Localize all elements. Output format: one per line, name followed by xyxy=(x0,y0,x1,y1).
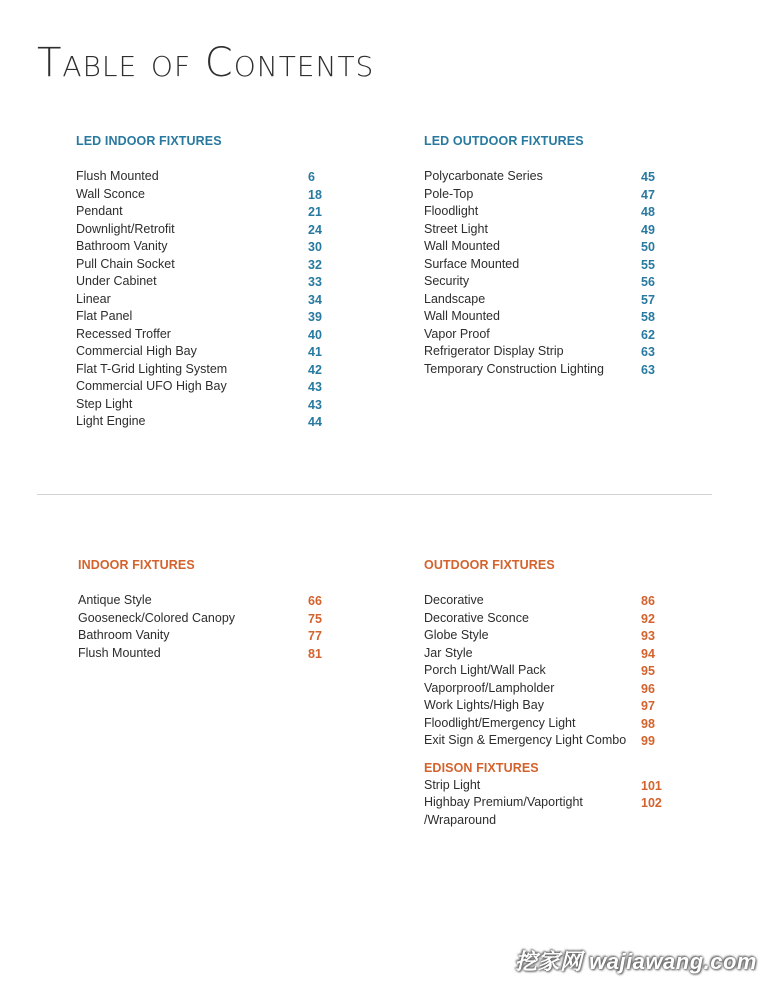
toc-entry xyxy=(76,203,336,221)
toc-entry-label: Commercial High Bay xyxy=(76,344,197,358)
toc-entry xyxy=(424,812,684,830)
toc-entry xyxy=(424,627,684,645)
toc-entry xyxy=(424,610,684,628)
toc-entry-page-number: 92 xyxy=(641,611,655,626)
toc-entry-page-number: 55 xyxy=(641,257,655,272)
toc-entry-label: Light Engine xyxy=(76,414,146,428)
toc-entry-page-number: 40 xyxy=(308,327,322,342)
toc-entry xyxy=(76,273,336,291)
edison-heading: EDISON FIXTURES xyxy=(424,760,539,775)
toc-entry xyxy=(76,238,336,256)
toc-entry-page-number: 102 xyxy=(641,796,662,810)
section-divider xyxy=(37,494,712,495)
toc-entry xyxy=(424,221,684,239)
toc-entry xyxy=(424,343,684,361)
toc-entry-label: Work Lights/High Bay xyxy=(424,698,544,712)
toc-entry xyxy=(76,396,336,414)
toc-entry-page-number: 101 xyxy=(641,778,662,793)
toc-entry-label: Temporary Construction Lighting xyxy=(424,361,604,376)
toc-entry-page-number: 43 xyxy=(308,380,322,394)
outdoor-list xyxy=(424,592,684,750)
toc-entry-page-number: 30 xyxy=(308,240,322,254)
toc-entry xyxy=(78,645,338,663)
toc-entry-label: Commercial UFO High Bay xyxy=(76,379,227,393)
toc-entry xyxy=(76,326,336,344)
toc-entry-page-number: 21 xyxy=(308,205,322,219)
toc-entry-label: Globe Style xyxy=(424,628,489,642)
toc-entry xyxy=(424,361,684,379)
toc-entry-page-number: 96 xyxy=(641,681,655,696)
toc-entry-label: Highbay Premium/Vaportight xyxy=(424,795,583,809)
toc-entry xyxy=(78,627,338,645)
outdoor-section xyxy=(424,557,684,829)
toc-entry xyxy=(424,732,684,750)
toc-entry-label: Polycarbonate Series xyxy=(424,169,543,183)
toc-entry-label: Step Light xyxy=(76,396,133,411)
toc-entry-page-number: 32 xyxy=(308,257,322,272)
toc-entry-label: Jar Style xyxy=(424,645,473,660)
toc-entry xyxy=(424,715,684,733)
toc-entry xyxy=(424,662,684,680)
toc-entry-page-number: 58 xyxy=(641,310,655,324)
toc-entry-page-number: 99 xyxy=(641,734,655,748)
led-outdoor-section xyxy=(424,133,684,378)
toc-entry xyxy=(424,592,684,610)
toc-entry-label: Antique Style xyxy=(78,593,152,607)
toc-entry-label: Flush Mounted xyxy=(76,169,159,183)
toc-entry xyxy=(76,186,336,204)
toc-entry-page-number: 95 xyxy=(641,664,655,678)
indoor-section xyxy=(78,557,338,662)
toc-entry xyxy=(424,697,684,715)
toc-entry-label: Refrigerator Display Strip xyxy=(424,344,564,358)
toc-entry-label: Under Cabinet xyxy=(76,274,157,288)
toc-entry-page-number: 98 xyxy=(641,716,655,731)
toc-entry-page-number: 45 xyxy=(641,170,655,184)
toc-entry-page-number: 42 xyxy=(308,362,322,377)
toc-entry xyxy=(424,645,684,663)
toc-entry xyxy=(76,343,336,361)
toc-entry-page-number: 47 xyxy=(641,187,655,202)
toc-entry-page-number: 86 xyxy=(641,594,655,608)
toc-entry-label: Floodlight/Emergency Light xyxy=(424,715,576,730)
toc-entry-label: Flush Mounted xyxy=(78,645,161,660)
toc-entry xyxy=(76,221,336,239)
toc-entry-label: Decorative xyxy=(424,593,484,607)
toc-entry xyxy=(424,326,684,344)
toc-entry-label: Gooseneck/Colored Canopy xyxy=(78,610,236,625)
toc-entry-label: Bathroom Vanity xyxy=(78,628,170,642)
toc-entry-page-number: 77 xyxy=(308,629,322,643)
toc-entry xyxy=(76,256,336,274)
toc-entry-page-number: 93 xyxy=(641,629,655,643)
toc-entry-page-number: 62 xyxy=(641,327,655,342)
toc-entry xyxy=(78,610,338,628)
toc-entry xyxy=(76,361,336,379)
toc-entry-label: Vapor Proof xyxy=(424,326,490,341)
toc-entry-page-number: 57 xyxy=(641,292,655,307)
toc-entry-page-number: 43 xyxy=(308,397,322,412)
toc-entry-label: Wall Mounted xyxy=(424,239,500,253)
toc-entry-label: Pendant xyxy=(76,204,123,218)
toc-entry-page-number: 94 xyxy=(641,646,655,661)
toc-entry-label: Linear xyxy=(76,291,111,306)
toc-entry-page-number: 75 xyxy=(308,611,322,626)
toc-entry-label: Wall Sconce xyxy=(76,186,146,201)
led-indoor-section xyxy=(76,133,336,431)
toc-entry-page-number: 50 xyxy=(641,240,655,254)
toc-entry xyxy=(76,308,336,326)
indoor-heading: INDOOR FIXTURES xyxy=(78,558,195,572)
toc-entry-page-number: 66 xyxy=(308,594,322,608)
toc-entry-label: Flat Panel xyxy=(76,309,133,323)
led-outdoor-heading: LED OUTDOOR FIXTURES xyxy=(424,134,584,148)
toc-entry-page-number: 39 xyxy=(308,310,322,324)
toc-entry-label: Pull Chain Socket xyxy=(76,256,175,271)
led-indoor-heading: LED INDOOR FIXTURES xyxy=(76,134,222,148)
toc-entry-label: Street Light xyxy=(424,221,488,236)
toc-entry-page-number: 63 xyxy=(641,345,655,359)
toc-entry-label: Porch Light/Wall Pack xyxy=(424,663,546,677)
toc-entry xyxy=(424,308,684,326)
toc-entry-label: Strip Light xyxy=(424,777,481,792)
toc-entry xyxy=(424,168,684,186)
toc-entry-page-number: 24 xyxy=(308,222,322,237)
toc-entry xyxy=(424,256,684,274)
outdoor-heading: OUTDOOR FIXTURES xyxy=(424,558,555,572)
toc-entry-label: Decorative Sconce xyxy=(424,610,529,625)
toc-entry xyxy=(76,378,336,396)
toc-entry-label: Vaporproof/Lampholder xyxy=(424,680,555,695)
toc-entry-page-number: 49 xyxy=(641,222,655,237)
toc-entry-label: Landscape xyxy=(424,291,486,306)
toc-entry xyxy=(424,203,684,221)
toc-entry-label: Recessed Troffer xyxy=(76,326,171,341)
toc-entry-page-number: 34 xyxy=(308,292,322,307)
toc-entry-label: Wall Mounted xyxy=(424,309,500,323)
toc-entry-label: /Wraparound xyxy=(424,812,497,827)
toc-entry-label: Floodlight xyxy=(424,204,479,218)
toc-entry-page-number: 33 xyxy=(308,275,322,289)
toc-entry xyxy=(424,291,684,309)
toc-entry-label: Flat T-Grid Lighting System xyxy=(76,361,228,376)
toc-entry xyxy=(424,777,684,795)
toc-entry-page-number: 56 xyxy=(641,275,655,289)
led-indoor-list xyxy=(76,168,336,431)
edison-list xyxy=(424,777,684,830)
toc-entry-label: Security xyxy=(424,274,470,288)
toc-entry xyxy=(76,168,336,186)
toc-entry xyxy=(424,238,684,256)
toc-entry xyxy=(78,592,338,610)
toc-entry-label: Exit Sign & Emergency Light Combo xyxy=(424,733,627,747)
toc-entry-page-number: 44 xyxy=(308,415,322,429)
toc-entry-page-number: 41 xyxy=(308,345,322,359)
toc-entry xyxy=(424,273,684,291)
toc-entry-page-number: 63 xyxy=(641,362,655,377)
toc-entry-label: Bathroom Vanity xyxy=(76,239,168,253)
page-title: Table of Contents xyxy=(37,40,375,86)
toc-entry-label: Downlight/Retrofit xyxy=(76,221,175,236)
toc-entry xyxy=(424,794,684,812)
toc-entry-page-number: 6 xyxy=(308,170,315,184)
toc-entry-label: Pole-Top xyxy=(424,186,474,201)
toc-entry xyxy=(76,413,336,431)
toc-entry-page-number: 18 xyxy=(308,187,322,202)
watermark: 挖家网 wajiawang.com xyxy=(515,949,757,974)
indoor-list xyxy=(78,592,338,662)
led-outdoor-list xyxy=(424,168,684,378)
toc-entry xyxy=(424,680,684,698)
toc-entry xyxy=(424,186,684,204)
toc-entry-page-number: 81 xyxy=(308,646,322,661)
toc-entry-page-number: 97 xyxy=(641,699,655,713)
toc-entry xyxy=(76,291,336,309)
toc-entry-page-number: 48 xyxy=(641,205,655,219)
toc-entry-label: Surface Mounted xyxy=(424,256,520,271)
